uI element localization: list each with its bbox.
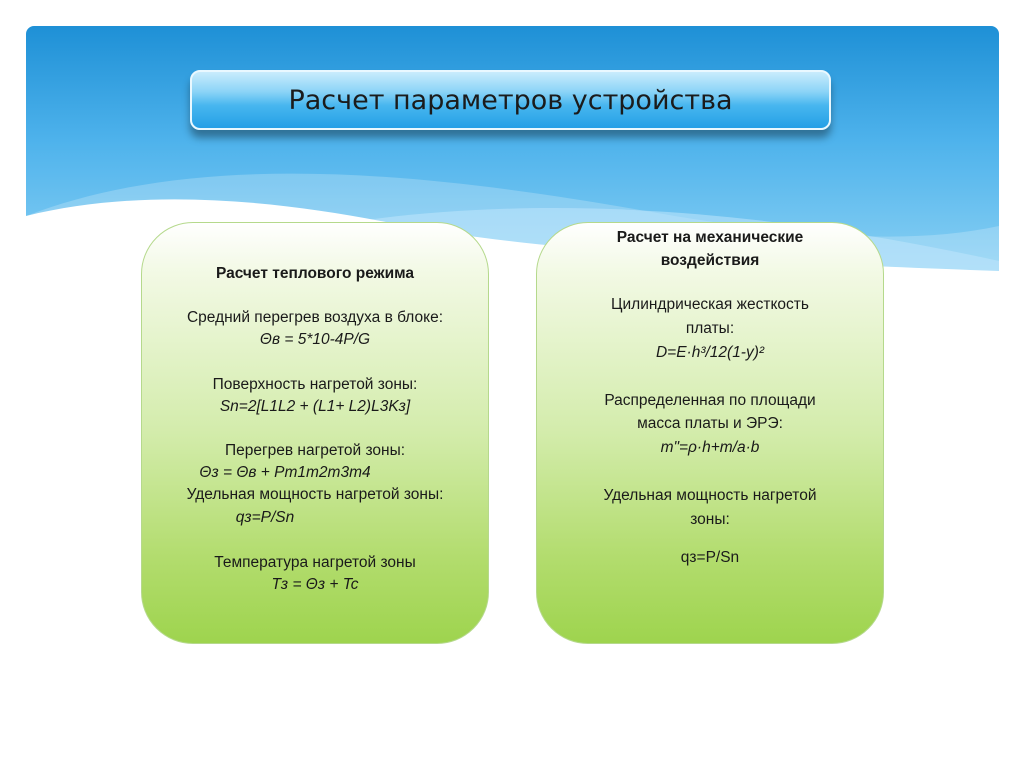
formula-label: Средний перегрев воздуха в блоке: [186,309,444,326]
formula-label: Удельная мощность нагретой [603,487,817,504]
formula: m"=ρ·h+m/a·b [660,439,760,456]
formula-label: зоны: [690,511,730,528]
title-box [190,70,831,130]
formula: Θв = 5*10-4P/G [259,331,371,348]
thermal-card-heading: Расчет теплового режима [215,265,415,282]
formula: Sn=2[L1L2 + (L1+ L2)L3Kз] [219,398,411,415]
formula: qз=P/Sn [680,549,740,566]
formula: Θз = Θв + Pm1m2m3m4 [199,464,371,481]
thermal-calculation-card [141,222,489,644]
mechanical-card-heading: воздействия [660,252,760,269]
formula-label: Поверхность нагретой зоны: [212,376,418,393]
formula-label: Удельная мощность нагретой зоны: [186,486,444,503]
formula-label: Цилиндрическая жесткость [611,296,809,313]
formula: qз=P/Sn [235,509,295,526]
page-title: Расчет параметров устройства [288,84,733,116]
mechanical-card-heading: Расчет на механические [616,229,804,246]
formula-label: масса платы и ЭРЭ: [637,415,783,432]
formula: D=E·h³/12(1-y)² [655,344,765,361]
formula-label: Распределенная по площади [604,392,816,409]
formula-label: Температура нагретой зоны [214,554,416,571]
mechanical-calculation-card [536,222,884,644]
formula-label: платы: [685,320,735,337]
formula: Tз = Θз + Tc [271,576,359,593]
formula-label: Перегрев нагретой зоны: [224,442,406,459]
